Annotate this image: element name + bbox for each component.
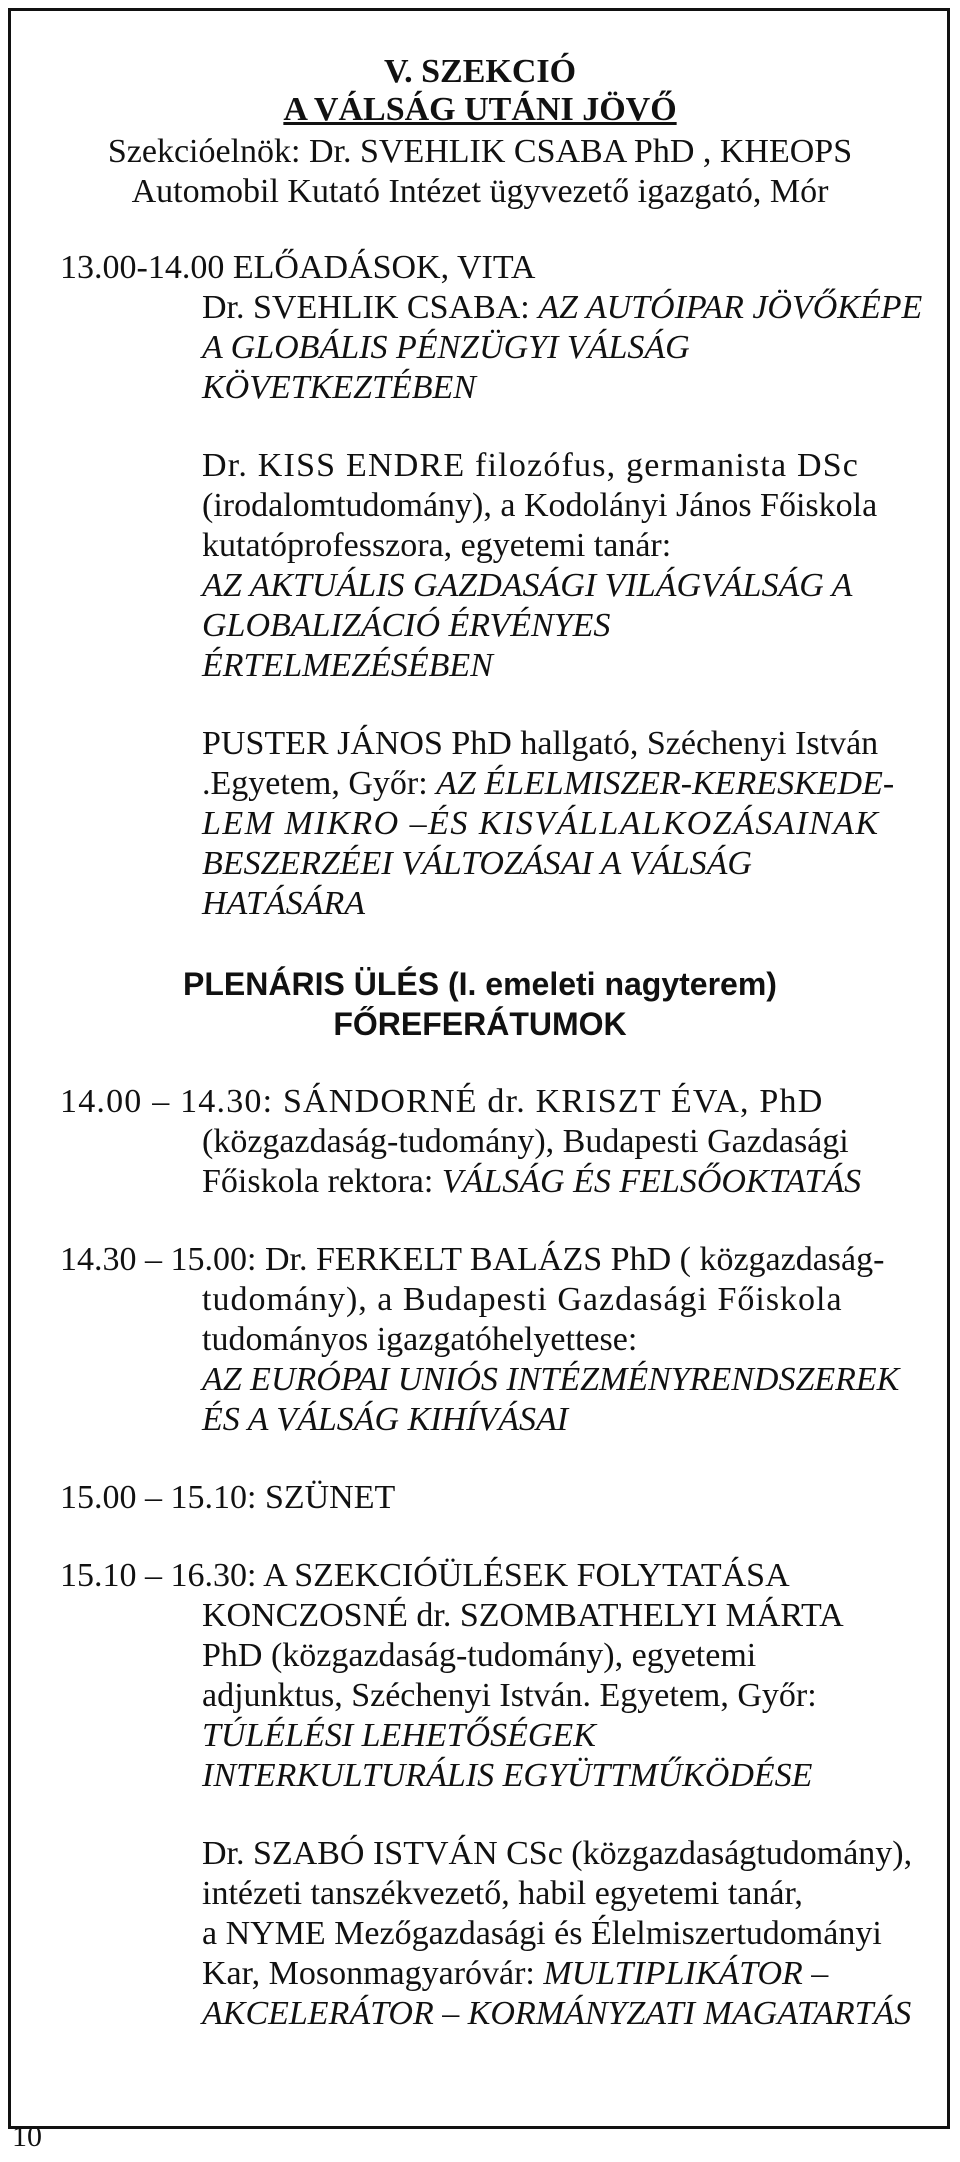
block1-speaker-line: Dr. SVEHLIK CSABA: AZ AUTÓIPAR JÖVŐKÉPE [202,289,923,326]
block1-time: 13.00-14.00 ELŐADÁSOK, VITA [60,249,536,286]
block3-title-line2: BESZERZÉEI VÁLTOZÁSAI A VÁLSÁG [202,845,752,882]
block2-line3: kutatóprofesszora, egyetemi tanár: [202,527,672,564]
talk1-line1: 14.00 – 14.30: SÁNDORNÉ dr. KRISZT ÉVA, PhD [60,1083,824,1120]
talk4-title-line1: AKCELERÁTOR – KORMÁNYZATI MAGATARTÁS [202,1995,912,2032]
block3-line1: PUSTER JÁNOS PhD hallgató, Széchenyi István [202,725,879,762]
talk3-line4: adjunktus, Széchenyi István. Egyetem, Győr: [202,1677,817,1714]
block3-line2: .Egyetem, Győr: AZ ÉLELMISZER-KERESKEDE- [202,765,895,802]
block2-line2: (irodalomtudomány), a Kodolányi János Főiskola [202,487,878,524]
block2-title-line2: GLOBALIZÁCIÓ ÉRVÉNYES [202,607,611,644]
plenary-subheading: FŐREFERÁTUMOK [333,1006,627,1042]
block1-title-line2: A GLOBÁLIS PÉNZÜGYI VÁLSÁG [202,329,690,366]
block1-title-line3: KÖVETKEZTÉBEN [202,369,476,406]
talk4-line4: Kar, Mosonmagyaróvár: MULTIPLIKÁTOR – [202,1955,829,1992]
section-title: A VÁLSÁG UTÁNI JÖVŐ [283,91,677,128]
talk1-line2: (közgazdaság-tudomány), Budapesti Gazdasági [202,1123,849,1160]
talk3-title-line2: INTERKULTURÁLIS EGYÜTTMŰKÖDÉSE [202,1757,813,1794]
talk2-title-line1: AZ EURÓPAI UNIÓS INTÉZMÉNYRENDSZEREK [202,1361,900,1398]
talk3-line1: 15.10 – 16.30: A SZEKCIÓÜLÉSEK FOLYTATÁSA [60,1557,790,1594]
page-number: 10 [12,2120,42,2153]
block3-title-line1: LEM MIKRO –ÉS KISVÁLLALKOZÁSAINAK [202,805,880,842]
talk2-title-line2: ÉS A VÁLSÁG KIHÍVÁSAI [202,1401,569,1438]
talk2-line2: tudomány), a Budapesti Gazdasági Főiskola [202,1281,843,1318]
talk2-line1: 14.30 – 15.00: Dr. FERKELT BALÁZS PhD ( közgazdaság- [60,1241,885,1278]
talk2-line3: tudományos igazgatóhelyettese: [202,1321,638,1358]
talk4-line3: a NYME Mezőgazdasági és Élelmiszertudományi [202,1915,882,1952]
plenary-heading: PLENÁRIS ÜLÉS (I. emeleti nagyterem) [183,966,777,1002]
section-number: V. SZEKCIÓ [383,53,577,90]
block3-title-line3: HATÁSÁRA [202,885,366,922]
block2-title-line1: AZ AKTUÁLIS GAZDASÁGI VILÁGVÁLSÁG A [202,567,853,604]
section-chair-line1: Szekcióelnök: Dr. SVEHLIK CSABA PhD , KHEOPS [107,133,853,170]
talk3-title-line1: TÚLÉLÉSI LEHETŐSÉGEK [202,1717,596,1754]
block2-line1: Dr. KISS ENDRE filozófus, germanista DSc [202,447,860,484]
talk4-line2: intézeti tanszékvezető, habil egyetemi tanár, [202,1875,803,1912]
break-line: 15.00 – 15.10: SZÜNET [60,1479,396,1516]
block2-title-line3: ÉRTELMEZÉSÉBEN [202,647,493,684]
talk3-line3: PhD (közgazdaság-tudomány), egyetemi [202,1637,757,1674]
talk1-line3: Főiskola rektora: VÁLSÁG ÉS FELSŐOKTATÁS [202,1163,862,1200]
section-chair-line2: Automobil Kutató Intézet ügyvezető igazgató, Mór [131,173,829,210]
talk3-line2: KONCZOSNÉ dr. SZOMBATHELYI MÁRTA [202,1597,844,1634]
talk4-line1: Dr. SZABÓ ISTVÁN CSc (közgazdaságtudomány), [202,1835,913,1872]
